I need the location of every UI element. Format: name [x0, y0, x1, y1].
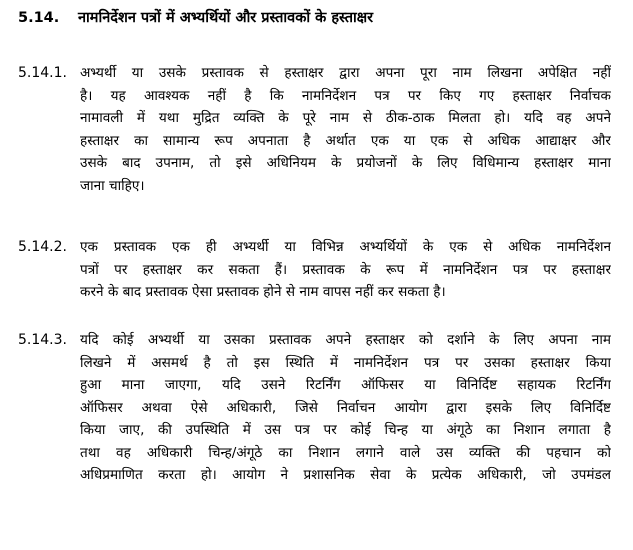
paragraph-line: है। यह आवश्यक नहीं है कि नामनिर्देशन पत्र पर किए गए हस्ताक्षर निर्वाचक	[80, 87, 611, 104]
paragraph-line: जाना चाहिए।	[80, 177, 145, 194]
heading-title: नामनिर्देशन पत्रों में अभ्यर्थियों और प्रस्तावकों के हस्ताक्षर	[78, 10, 374, 26]
paragraph-number: 5.14.1.	[18, 65, 67, 81]
paragraph-body	[80, 236, 611, 304]
paragraph-line: यदि कोई अभ्यर्थी या उसका प्रस्तावक अपने हस्ताक्षर को दर्शाने के लिए अपना नाम	[80, 332, 611, 348]
paragraph-line: एक प्रस्तावक एक ही अभ्यर्थी या विभिन्न अभ्यर्थियों के एक से अधिक नामनिर्देशन	[80, 239, 611, 255]
paragraph-line: तथा वह अधिकारी चिन्ह/अंगूठे का निशान लगाने वाले उस व्यक्ति की पहचान को	[80, 444, 611, 461]
paragraph-number: 5.14.2.	[18, 239, 67, 255]
paragraph-line: नामावली में यथा मुद्रित व्यक्ति के पूरे नाम से ठीक-ठाक मिलता हो। यदि वह अपने	[80, 110, 611, 126]
paragraph-line: किया जाए, की उपस्थिति में उस पत्र पर कोई चिन्ह या अंगूठे का निशान लगाता है	[80, 422, 611, 438]
paragraph-body	[80, 329, 611, 487]
paragraph-line: करने के बाद प्रस्तावक ऐसा प्रस्तावक होने से नाम वापस नहीं कर सकता है।	[80, 284, 446, 300]
paragraph-line: अभ्यर्थी या उसके प्रस्तावक से हस्ताक्षर द्वारा अपना पूरा नाम लिखना अपेक्षित नहीं	[80, 65, 611, 81]
paragraph-line: अधिप्रमाणित करता हो। आयोग ने प्रशासनिक सेवा के प्रत्येक अधिकारी, जो उपमंडल	[80, 467, 611, 483]
paragraph-line: उसके बाद उपनाम, तो इसे अधिनियम के प्रयोजनों के लिए विधिमान्य हस्ताक्षर माना	[80, 155, 611, 171]
paragraph-number: 5.14.3.	[18, 332, 67, 348]
paragraph-line: लिखने में असमर्थ है तो इस स्थिति में नामनिर्देशन पत्र पर उसका हस्ताक्षर किया	[80, 354, 611, 371]
paragraph-body	[80, 62, 611, 197]
paragraph-line: पत्रों पर हस्ताक्षर कर सकता हैं। प्रस्तावक के रूप में नामनिर्देशन पत्र पर हस्ताक्षर	[80, 261, 611, 278]
paragraph-line: हस्ताक्षर का सामान्य रूप अपनाता है अर्थात एक या एक से अधिक आद्याक्षर और	[80, 132, 611, 149]
paragraph-line: हुआ माना जाएगा, यदि उसने रिटर्निंग ऑफिसर या विनिर्दिष्ट सहायक रिटर्निंग	[80, 377, 611, 393]
paragraph-line: ऑफिसर अथवा ऐसे अधिकारी, जिसे निर्वाचन आयोग द्वारा इसके लिए विनिर्दिष्ट	[80, 399, 611, 416]
heading-number: 5.14.	[18, 10, 60, 26]
